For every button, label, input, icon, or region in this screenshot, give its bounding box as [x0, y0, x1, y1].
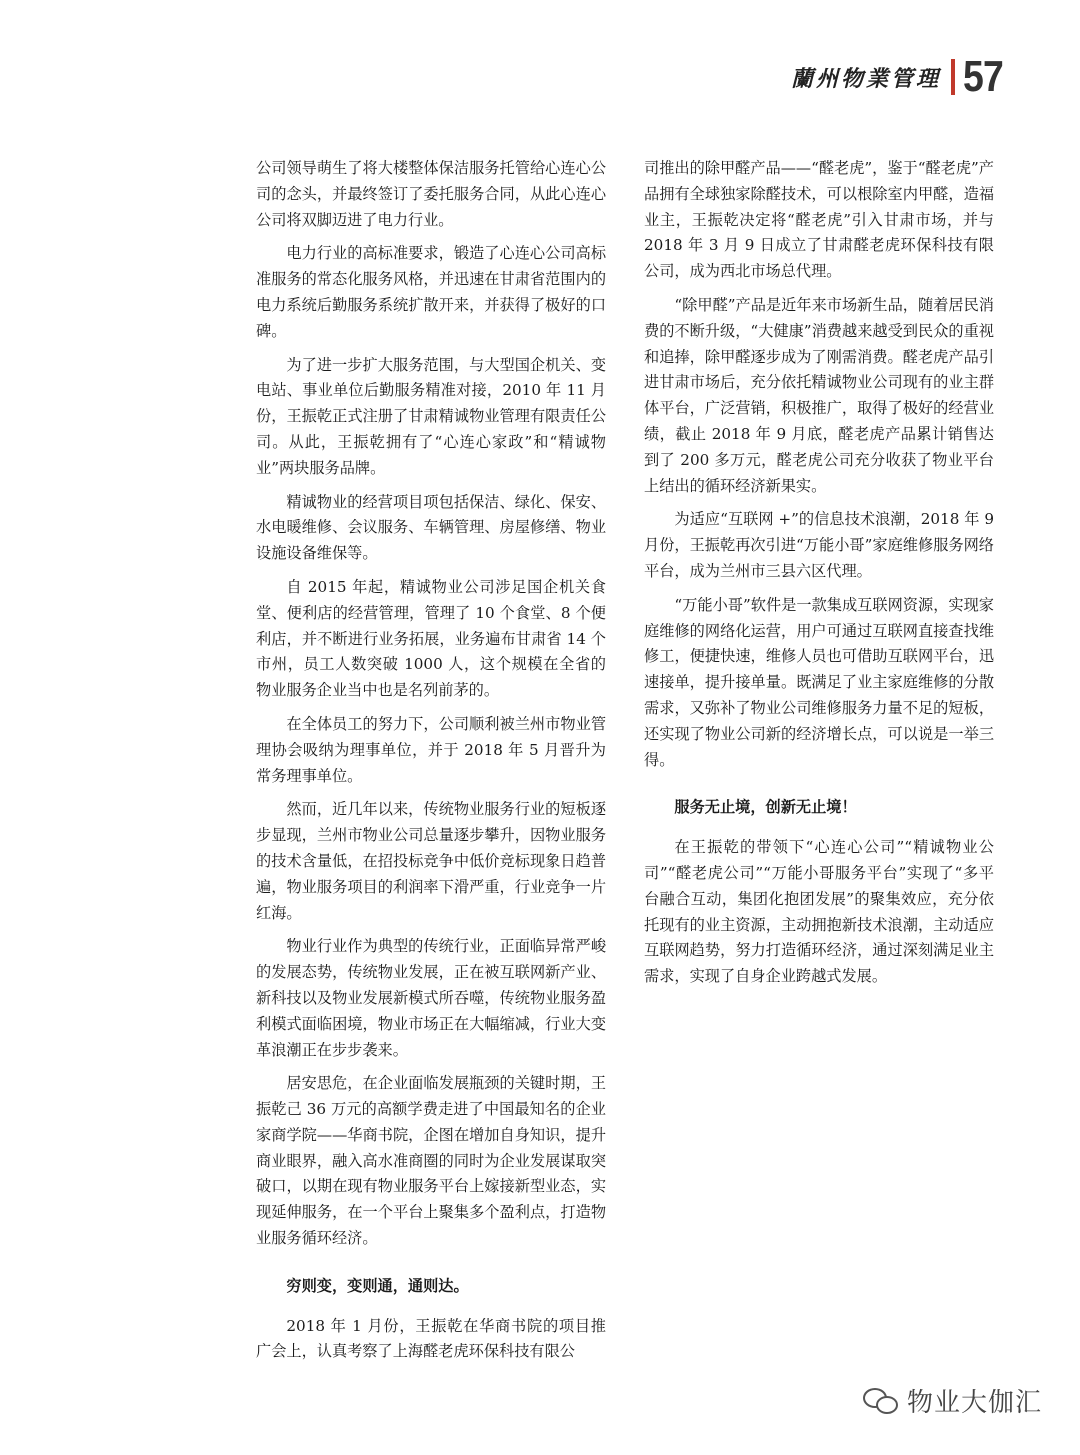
paragraph: 在全体员工的努力下，公司顺利被兰州市物业管理协会吸纳为理事单位，并于 2018 年 5 月晋升为常务理事单位。 [256, 714, 606, 785]
paragraph: 精诚物业的经营项目项包括保洁、绿化、保安、水电暖维修、会议服务、车辆管理、房屋修缮、物业设施设备维保等。 [256, 492, 606, 563]
watermark-text: 物业大伽汇 [906, 1388, 1042, 1418]
page-header [791, 52, 1010, 102]
paragraph: 司推出的除甲醛产品——“醛老虎”，鉴于“醛老虎”产品拥有全球独家除醛技术，可以根除室内甲醛，造福业主，王振乾决定将“醛老虎”引入甘肃市场，并与 2018 年 3 月 9 日成立了甘肃醛老虎环保科技有限公司，成为西北市场总代理。 [644, 159, 994, 281]
wechat-watermark [863, 1382, 1042, 1419]
paragraph: 为适应“互联网 +”的信息技术浪潮，2018 年 9 月份，王振乾再次引进“万能小哥”家庭维修服务网络平台，成为兰州市三县六区代理。 [644, 510, 994, 580]
paragraph: 自 2015 年起，精诚物业公司涉足国企机关食堂、便利店的经营管理，管理了 10 个食堂、8 个便利店，并不断进行业务拓展，业务遍布甘肃省 14 个市州，员工人数突破 1000 人，这个规模在全省的物业服务企业当中也是名列前茅的。 [256, 577, 606, 700]
header-divider [951, 59, 955, 95]
paragraph: 在王振乾的带领下“心连心公司”“精诚物业公司”“醛老虎公司”“万能小哥服务平台”实现了“多平台融合互动，集团化抱团发展”的聚集效应，充分依托现有的业主资源，主动拥抱新技术浪潮，主动适应互联网趋势，努力打造循环经济，通过深刻满足业主需求，实现了自身企业跨越式发展。 [644, 838, 994, 986]
section-heading: 穷则变，变则通，通则达。 [286, 1276, 469, 1295]
paragraph: 然而，近几年以来，传统物业服务行业的短板逐步显现，兰州市物业公司总量逐步攀升，因物业服务的技术含量低，在招投标竞争中低价竞标现象日趋普遍，物业服务项目的利润率下滑严重，行业竞争一片红海。 [256, 800, 606, 922]
paragraph: “除甲醛”产品是近年来市场新生品，随着居民消费的不断升级，“大健康”消费越来越受到民众的重视和追捧，除甲醛逐步成为了刚需消费。醛老虎产品引进甘肃市场后，充分依托精诚物业公司现有的业主群体平台，广泛营销，积极推广，取得了极好的经营业绩，截止 2018 年 9 月底，醛老虎产品累计销售达到了 200 多万元，醛老虎公司充分收获了物业平台上结出的循环经济新果实。 [644, 295, 994, 495]
paragraph: 物业行业作为典型的传统行业，正面临异常严峻的发展态势，传统物业发展，正在被互联网新产业、新科技以及物业发展新模式所吞噬，传统物业服务盈利模式面临困境，物业市场正在大幅缩减，行业大变革浪潮正在步步袭来。 [256, 937, 606, 1059]
wechat-icon [863, 1388, 899, 1414]
page-number: 57 [963, 52, 1003, 101]
article-column-right [644, 156, 994, 998]
section-heading: 服务无止境，创新无止境！ [674, 798, 857, 817]
paragraph: 为了进一步扩大服务范围，与大型国企机关、变电站、事业单位后勤服务精准对接，2010 年 11 月份，王振乾正式注册了甘肃精诚物业管理有限责任公司。从此，王振乾拥有了“心连心家政”和“精诚物业”两块服务品牌。 [256, 355, 606, 477]
article-column-left [256, 156, 606, 1373]
magazine-title: 蘭州物業管理 [791, 65, 942, 92]
paragraph: 电力行业的高标准要求，锻造了心连心公司高标准服务的常态化服务风格，并迅速在甘肃省范围内的电力系统后勤服务系统扩散开来，并获得了极好的口碑。 [256, 244, 606, 340]
paragraph: 公司领导萌生了将大楼整体保洁服务托管给心连心公司的念头，并最终签订了委托服务合同，从此心连心公司将双脚迈进了电力行业。 [256, 159, 606, 229]
paragraph: 居安思危，在企业面临发展瓶颈的关键时期，王振乾己 36 万元的高额学费走进了中国最知名的企业家商学院——华商书院，企图在增加自身知识，提升商业眼界，融入高水准商圈的同时为企业发展谋取突破口，以期在现有物业服务平台上嫁接新型业态，实现延伸服务，在一个平台上聚集多个盈利点，打造物业服务循环经济。 [256, 1074, 606, 1248]
paragraph: “万能小哥”软件是一款集成互联网资源，实现家庭维修的网络化运营，用户可通过互联网直接查找维修工，便捷快速，维修人员也可借助互联网平台，迅速接单，提升接单量。既满足了业主家庭维修的分散需求，又弥补了物业公司维修服务力量不足的短板，还实现了物业公司新的经济增长点，可以说是一举三得。 [644, 595, 994, 769]
paragraph: 2018 年 1 月份，王振乾在华商书院的项目推广会上，认真考察了上海醛老虎环保科技有限公 [256, 1316, 606, 1361]
